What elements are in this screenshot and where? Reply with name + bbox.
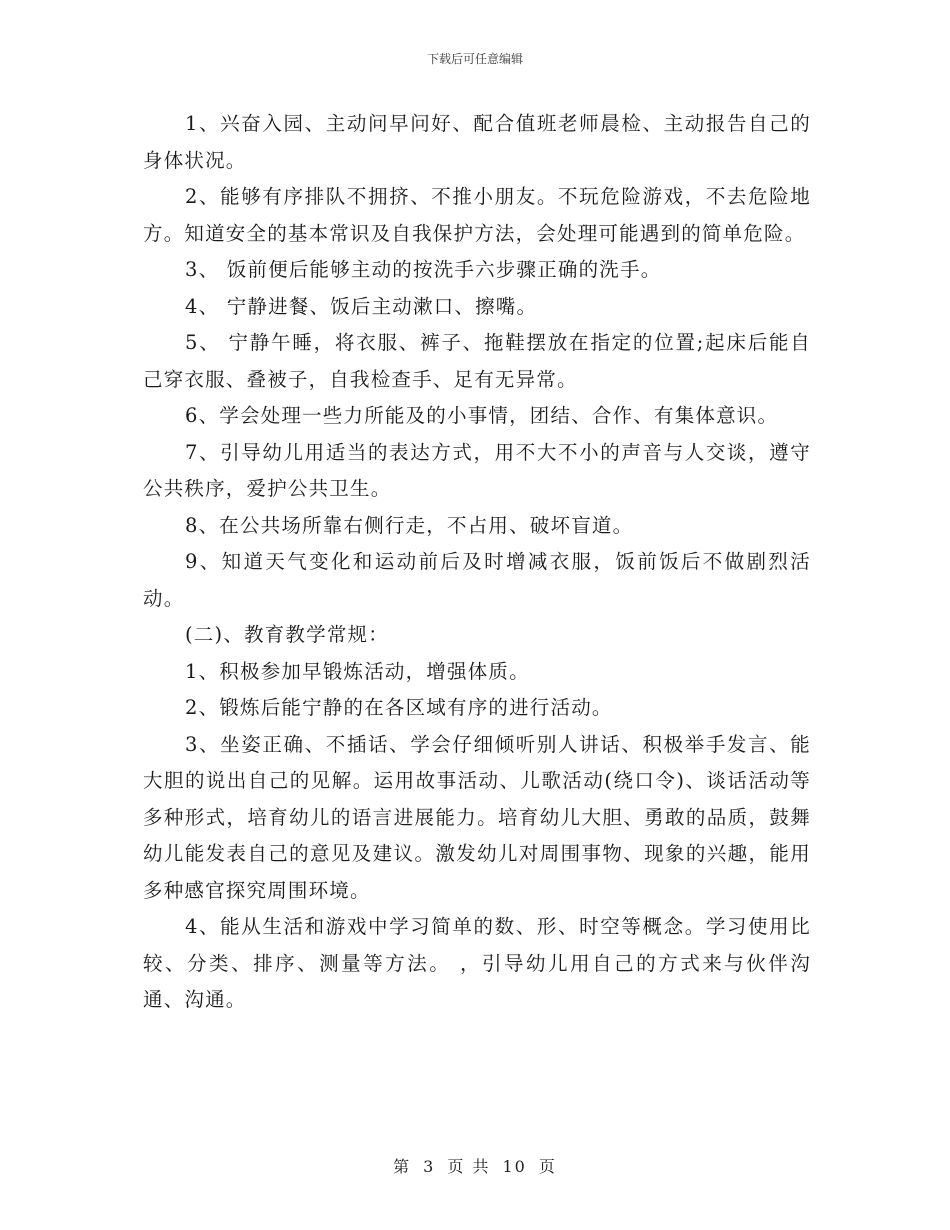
paragraph: 3、坐姿正确、不插话、学会仔细倾听别人讲话、积极举手发言、能大胆的说出自己的见解。运用故事活动、儿歌活动(绕口令)、谈话活动等多种形式，培育幼儿的语言进展能力。培育幼儿大胆、勇敢的品质，鼓舞幼儿能发表自己的意见及建议。激发幼儿对周围事物、现象的兴趣，能用多种感官探究周围环境。 [143,732,811,902]
section-heading: (二)、教育教学常规： [185,623,389,646]
footer-suffix: 页 [538,1157,557,1176]
page-number: 3 [423,1157,436,1176]
page-header: 下载后可任意编辑 [426,52,523,66]
footer-mid: 页 共 [447,1157,491,1176]
paragraph: 6、学会处理一些力所能及的小事情，团结、合作、有集体意识。 [185,404,779,427]
paragraph: 7、引导幼儿用适当的表达方式，用不大不小的声音与人交谈，遵守公共秩序，爱护公共卫生。 [143,440,811,500]
page-total: 10 [502,1157,527,1176]
paragraph: 4、 宁静进餐、饭后主动漱口、擦嘴。 [185,294,538,318]
document-body [143,106,811,1019]
paragraph: 2、锻炼后能宁静的在各区域有序的进行活动。 [185,696,613,719]
paragraph: 5、 宁静午睡，将衣服、裤子、拖鞋摆放在指定的位置;起床后能自己穿衣服、叠被子，自我检查手、足有无异常。 [143,331,811,391]
paragraph: 1、兴奋入园、主动问早问好、配合值班老师晨检、主动报告自己的身体状况。 [143,112,811,172]
footer-prefix: 第 [393,1157,412,1176]
paragraph: 1、积极参加早锻炼活动，增强体质。 [185,659,530,683]
page-footer [0,1154,950,1177]
paragraph: 9、知道天气变化和运动前后及时增减衣服，饭前饭后不做剧烈活动。 [143,550,811,610]
paragraph: 4、能从生活和游戏中学习简单的数、形、时空等概念。学习使用比较、分类、排序、测量等方法。 ，引导幼儿用自己的方式来与伙伴沟通、沟通。 [143,915,811,1011]
paragraph: 3、 饭前便后能够主动的按洗手六步骤正确的洗手。 [185,258,662,281]
paragraph: 8、在公共场所靠右侧行走，不占用、破坏盲道。 [185,513,634,537]
paragraph: 2、能够有序排队不拥挤、不推小朋友。不玩危险游戏，不去危险地方。知道安全的基本常识及自我保护方法，会处理可能遇到的简单危险。 [143,185,811,245]
